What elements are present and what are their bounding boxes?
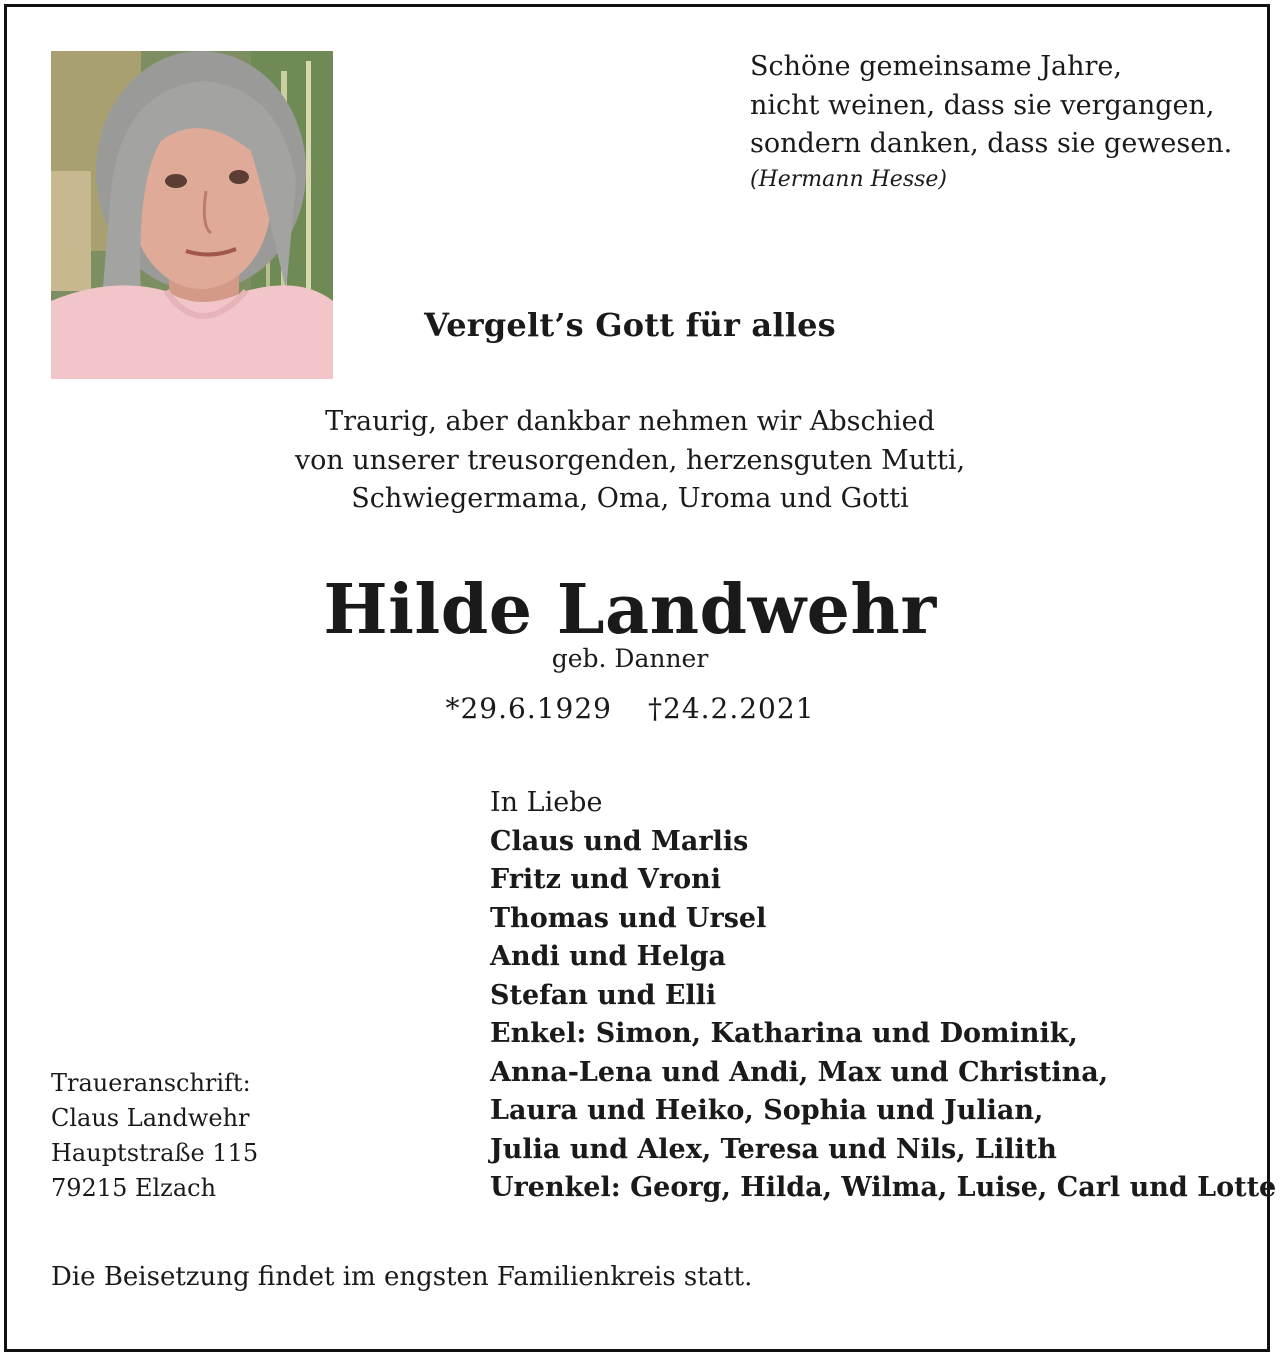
- quote-block: [750, 48, 1250, 196]
- family-member: Claus und Marlis: [490, 825, 749, 857]
- intro-line: Traurig, aber dankbar nehmen wir Abschied: [325, 406, 935, 437]
- family-member: Stefan und Elli: [490, 979, 717, 1011]
- family-member: Enkel: Simon, Katharina und Dominik,: [490, 1018, 1078, 1049]
- family-member: Thomas und Ursel: [490, 902, 767, 934]
- family-member: Anna-Lena und Andi, Max und Christina,: [490, 1056, 1109, 1088]
- quote-line: Schöne gemeinsame Jahre,: [750, 51, 1122, 82]
- death-date: †24.2.2021: [648, 692, 815, 725]
- address-label: Traueranschrift:: [51, 1069, 251, 1097]
- quote-line: nicht weinen, dass sie vergangen,: [750, 89, 1215, 121]
- thanks-heading: Vergelt’s Gott für alles: [424, 306, 836, 344]
- life-dates: [0, 692, 1260, 725]
- address-street: Hauptstraße 115: [51, 1139, 259, 1167]
- quote-author: (Hermann Hesse): [750, 166, 948, 192]
- family-member: Andi und Helga: [490, 941, 726, 972]
- family-list: [490, 784, 1277, 1208]
- intro-text: [0, 403, 1260, 519]
- family-member: Julia und Alex, Teresa und Nils, Lilith: [490, 1133, 1057, 1165]
- deceased-name: Hilde Landwehr: [323, 570, 937, 650]
- family-intro: In Liebe: [490, 787, 603, 818]
- intro-line: von unserer treusorgenden, herzensguten Mutti,: [294, 444, 966, 476]
- maiden-name: geb. Danner: [551, 644, 709, 673]
- address-city: 79215 Elzach: [51, 1174, 217, 1202]
- family-member: Laura und Heiko, Sophia und Julian,: [490, 1095, 1044, 1126]
- intro-line: Schwiegermama, Oma, Uroma und Gotti: [351, 483, 909, 514]
- address-name: Claus Landwehr: [51, 1104, 250, 1132]
- burial-note: Die Beisetzung findet im engsten Familienkreis statt.: [51, 1262, 753, 1292]
- mourning-address: [51, 1066, 351, 1206]
- birth-date: *29.6.1929: [445, 692, 612, 725]
- quote-line: sondern danken, dass sie gewesen.: [750, 128, 1233, 159]
- family-member: Fritz und Vroni: [490, 864, 721, 895]
- family-member: Urenkel: Georg, Hilda, Wilma, Luise, Carl und Lotte: [490, 1172, 1277, 1203]
